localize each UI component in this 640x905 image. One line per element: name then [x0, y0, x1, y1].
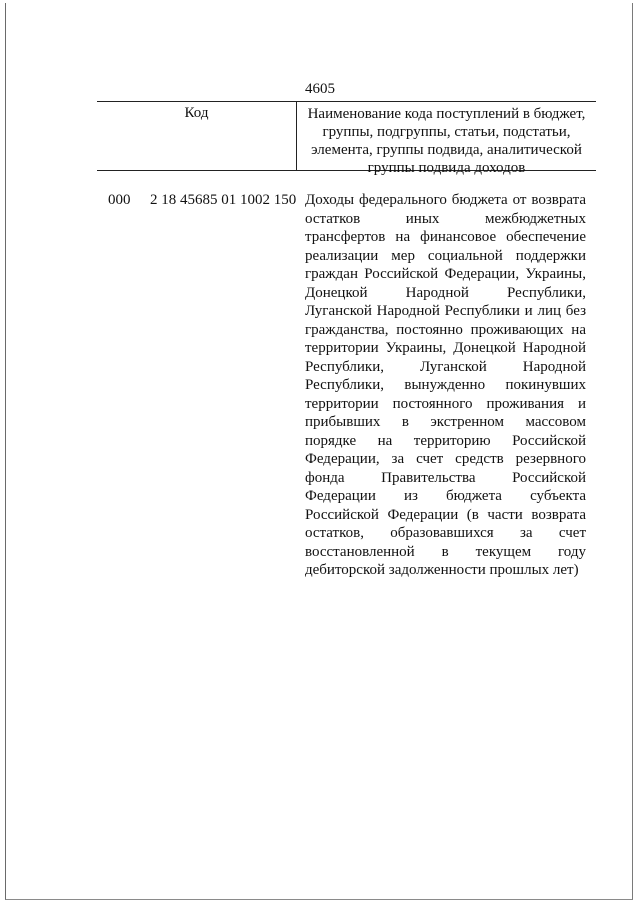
description-cell: Доходы федерального бюджета от возврата остатков иных межбюджетных трансфертов на финансовое обеспечение реализации мер социальной поддержки граждан Российской Федерации, Украины, Донецкой Народной Республики, Луганской Народной Республики и лиц без гражданства, постоянно проживающих на территории Украины, Донецкой Народной Республики, Луганской Народной Республики, вынужденно покинувших территории постоянного проживания и прибывших в экстренном массовом порядке на территорию Российской Федерации, за счет средств резервного фонда Правительства Российской Федерации из бюджета субъекта Российской Федерации (в части возврата остатков, образовавшихся за счет восстановленной в текущем году дебиторской задолженности прошлых лет) [305, 192, 586, 578]
admin-code-cell: 000 [108, 192, 131, 208]
header-name-column: Наименование кода поступлений в бюджет, группы, подгруппы, статьи, подстатьи, элемента, группы подвида, аналитической группы подвида доходов [307, 106, 586, 176]
header-code-column: Код [97, 102, 297, 170]
table-header [97, 101, 596, 176]
page-number: 4605 [305, 81, 335, 97]
revenue-code-cell: 2 18 45685 01 1002 150 [150, 192, 297, 208]
